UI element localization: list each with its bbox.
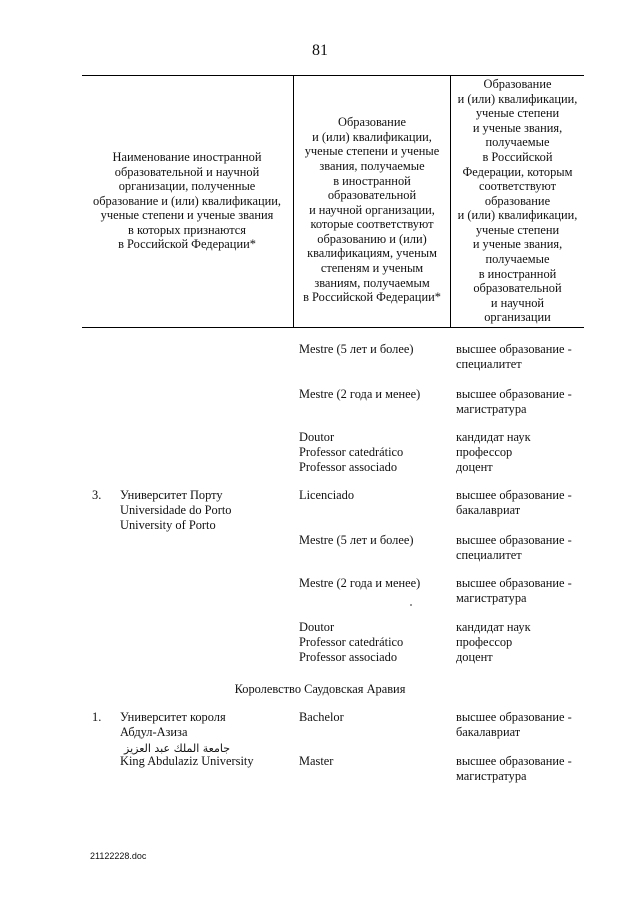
- organization-name: Университет короля Абдул-Азиза: [120, 710, 226, 739]
- foreign-qualification: Doutor Professor catedrático Professor associado: [299, 430, 404, 474]
- header-foreign-qualification: Образование и (или) квалификации, ученые степени и ученые звания, получаемые в иностранной образовательной и научной организации, которые соответствуют образованию и (или) квалификациям, ученым степеням и ученым званиям, получаемым в Российской Федерации*: [303, 115, 441, 305]
- document-filename: 21122228.doc: [90, 851, 147, 861]
- russian-qualification: кандидат наук профессор доцент: [456, 620, 531, 664]
- russian-qualification: высшее образование - магистратура: [456, 387, 572, 416]
- foreign-qualification: Licenciado: [299, 488, 355, 502]
- foreign-qualification: Mestre (5 лет и более): [299, 342, 414, 356]
- foreign-qualification: Mestre (5 лет и более): [299, 533, 414, 547]
- russian-qualification: высшее образование - специалитет: [456, 533, 572, 562]
- header-organization: Наименование иностранной образовательной и научной организации, полученные образование и (или) квалификации, ученые степени и ученые звания в которых признаются в Российской Федерации*: [93, 149, 281, 252]
- organization-name-english: King Abdulaziz University: [120, 754, 254, 768]
- russian-qualification: высшее образование - магистратура: [456, 754, 572, 783]
- foreign-qualification: Master: [299, 754, 334, 768]
- foreign-qualification: Mestre (2 года и менее): [299, 576, 421, 590]
- russian-qualification: высшее образование - бакалавриат: [456, 710, 572, 739]
- page-number: 81: [312, 42, 328, 59]
- header-russian-qualification: Образование и (или) квалификации, ученые степени и ученые звания, получаемые в Российской Федерации, которым соответствуют образование и (или) квалификации, ученые степени и ученые звания, получаемые в иностранной образовательной и научной организации: [457, 76, 578, 325]
- foreign-qualification: Doutor Professor catedrático Professor associado: [299, 620, 404, 664]
- organization-name-arabic: جامعة الملك عبد العزيز: [124, 742, 230, 755]
- row-number: 3.: [92, 488, 102, 502]
- row-number: 1.: [92, 710, 102, 724]
- table-header-bottom-border: [82, 327, 584, 328]
- russian-qualification: высшее образование - магистратура: [456, 576, 572, 605]
- russian-qualification: кандидат наук профессор доцент: [456, 430, 531, 474]
- country-heading: Королевство Саудовская Аравия: [234, 682, 406, 696]
- organization-name: Университет Порту Universidade do Porto University of Porto: [120, 488, 232, 532]
- scan-speck: [410, 604, 412, 606]
- russian-qualification: высшее образование - специалитет: [456, 342, 572, 371]
- foreign-qualification: Mestre (2 года и менее): [299, 387, 421, 401]
- russian-qualification: высшее образование - бакалавриат: [456, 488, 572, 517]
- foreign-qualification: Bachelor: [299, 710, 344, 724]
